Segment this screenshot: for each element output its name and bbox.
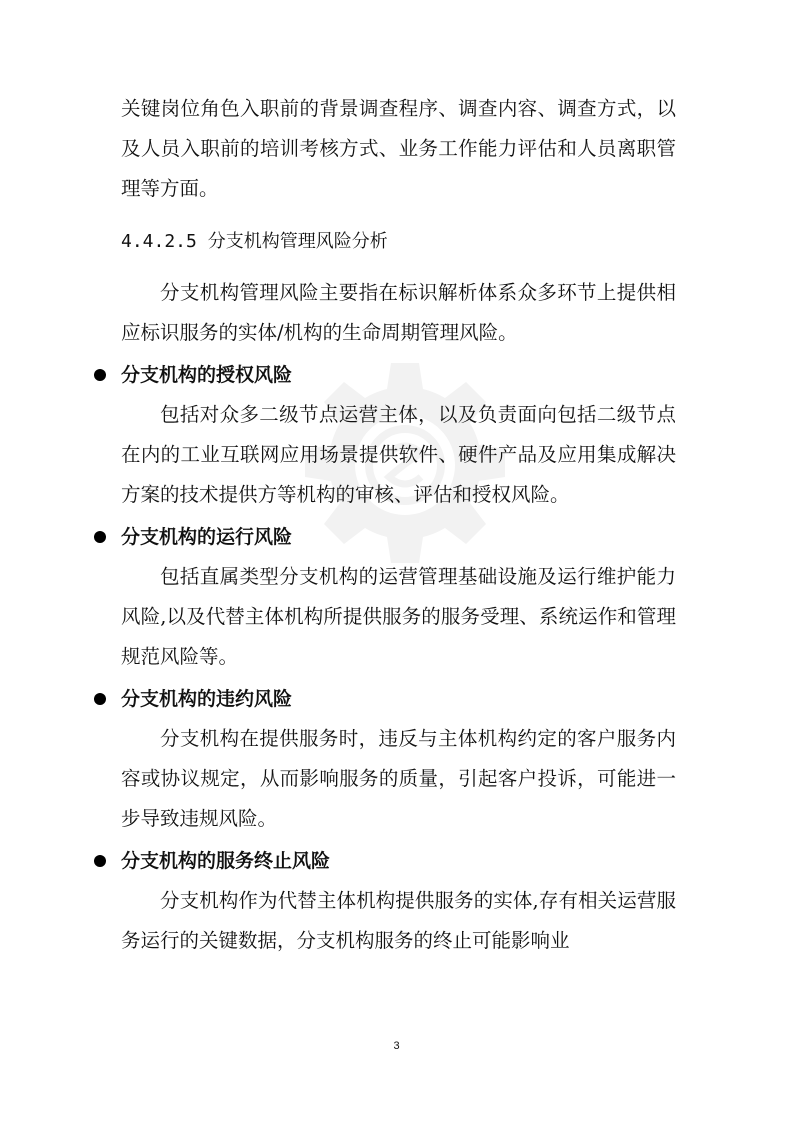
intro-paragraph: 关键岗位角色入职前的背景调查程序、调查内容、调查方式，以及人员入职前的培训考核方式、业务工作能力评估和人员离职管理等方面。 [121,97,676,200]
bullet-icon [94,531,106,543]
page-number: 3 [393,1040,400,1052]
section-paragraph: 分支机构管理风险主要指在标识解析体系众多环节上提供相应标识服务的实体/机构的生命周期管理风险。 [121,281,676,344]
bullet-body-breach: 分支机构在提供服务时，违反与主体机构约定的客户服务内容或协议规定，从而影响服务的质量，引起客户投诉，可能进一步导致违规风险。 [121,727,676,830]
bullet-heading-operation [121,517,676,557]
document-body [121,89,676,961]
bullet-heading-text: 分支机构的违约风险 [121,688,293,710]
section-heading: 4.4.2.5 分支机构管理风险分析 [121,231,388,252]
bullet-icon [94,693,106,705]
bullet-icon [94,369,106,381]
bullet-heading-breach [121,679,676,719]
bullet-body-termination: 分支机构作为代替主体机构提供服务的实体,存有相关运营服务运行的关键数据，分支机构服务的终止可能影响业 [121,889,676,952]
bullet-icon [94,855,106,867]
bullet-heading-authorization [121,355,676,395]
bullet-heading-text: 分支机构的运行风险 [121,526,293,548]
bullet-heading-text: 分支机构的服务终止风险 [121,850,331,872]
bullet-body-operation: 包括直属类型分支机构的运营管理基础设施及运行维护能力风险,以及代替主体机构所提供服务的服务受理、系统运作和管理规范风险等。 [121,565,676,668]
bullet-body-authorization: 包括对众多二级节点运营主体，以及负责面向包括二级节点在内的工业互联网应用场景提供软件、硬件产品及应用集成解决方案的技术提供方等机构的审核、评估和授权风险。 [121,403,676,506]
bullet-heading-termination [121,841,676,881]
bullet-heading-text: 分支机构的授权风险 [121,364,293,386]
